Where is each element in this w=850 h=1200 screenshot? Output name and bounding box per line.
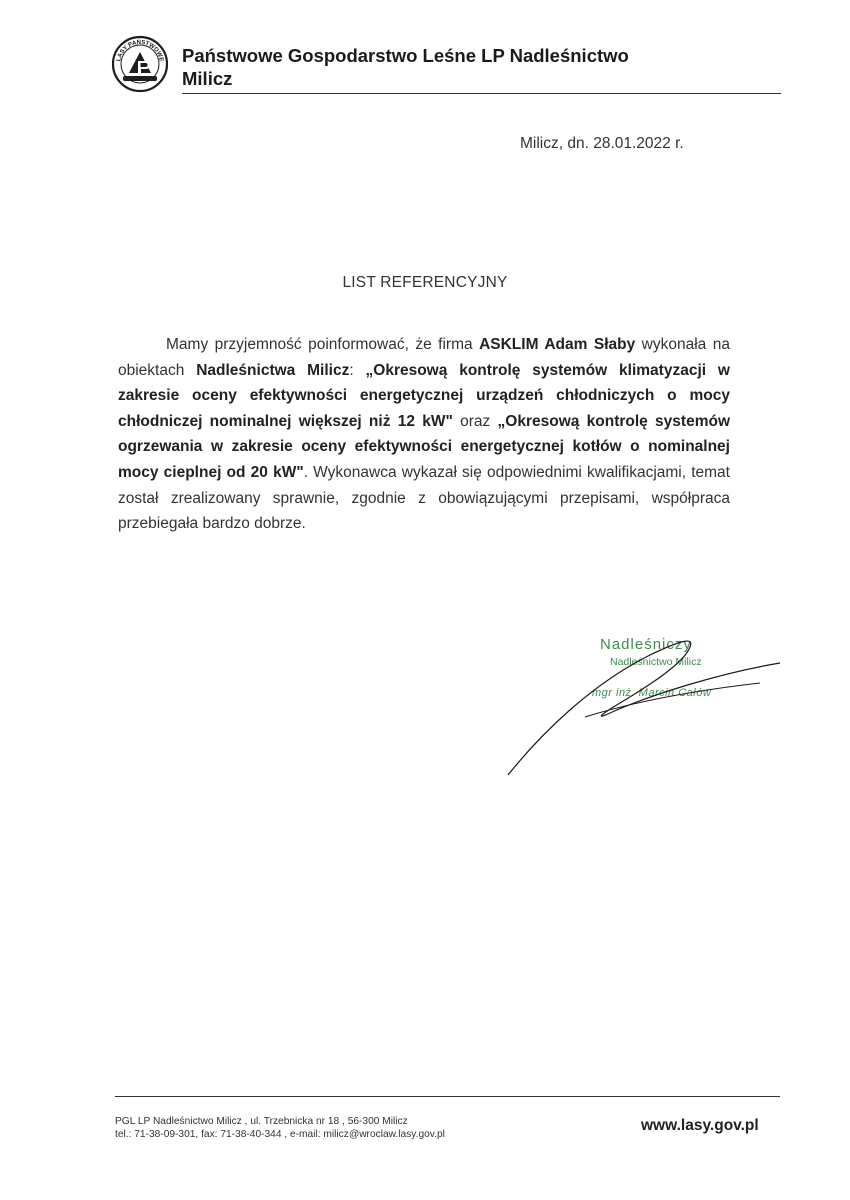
letter-body: [118, 332, 730, 537]
lasy-panstwowe-logo-icon: [111, 35, 169, 93]
footer-address-line1: PGL LP Nadleśnictwo Milicz , ul. Trzebnicka nr 18 , 56-300 Milicz: [115, 1116, 408, 1127]
header-divider: [182, 93, 781, 94]
stamp-title: Nadleśniczy: [600, 636, 692, 653]
document-title: LIST REFERENCYJNY: [342, 274, 508, 291]
body-text-2: wykonała na obiektach: [118, 336, 730, 379]
date-line: Milicz, dn. 28.01.2022 r.: [520, 135, 684, 152]
office-name: Nadleśnictwa Milicz: [196, 361, 350, 379]
organization-name-line1: Państwowe Gospodarstwo Leśne LP Nadleśnictwo: [182, 45, 629, 66]
body-text-3: :: [349, 361, 366, 379]
body-text-1: Mamy przyjemność poinformować, że firma: [166, 336, 480, 353]
company-name: ASKLIM Adam Słaby: [479, 336, 636, 353]
scope-2: „Okresową kontrolę systemów ogrzewania w zakresie oceny efektywności energetycznej kotłów o nominalnej mocy cieplnej od 20 kW": [118, 412, 731, 481]
stamp-subtitle: Nadleśnictwo Milicz: [610, 656, 702, 668]
footer-website-link[interactable]: www.lasy.gov.pl: [641, 1117, 759, 1134]
svg-text:LASY PAŃSTWOWE: LASY PAŃSTWOWE: [116, 39, 164, 63]
organization-name: [182, 44, 742, 90]
scope-1: „Okresową kontrolę systemów klimatyzacji w zakresie oceny efektywności energetycznej urządzeń chłodniczych o mocy chłodniczej nominalnej większej niż 12 kW": [118, 361, 730, 430]
footer-divider: [115, 1096, 780, 1097]
body-text-5: . Wykonawca wykazał się odpowiednimi kwalifikacjami, temat został zrealizowany sprawnie, zgodnie z obowiązującymi przepisami, współpraca przebiegała bardzo dobrze.: [118, 463, 730, 533]
footer-address-line2: tel.: 71-38-09-301, fax: 71-38-40-344 , e-mail: milicz@wroclaw.lasy.gov.pl: [115, 1129, 445, 1140]
stamp-name: mgr inż. Marcin Całów: [592, 687, 712, 699]
footer-address: [115, 1115, 445, 1141]
organization-name-line2: Milicz: [182, 68, 233, 89]
body-text-4: oraz: [452, 412, 498, 430]
handwritten-signature-icon: [500, 625, 790, 785]
